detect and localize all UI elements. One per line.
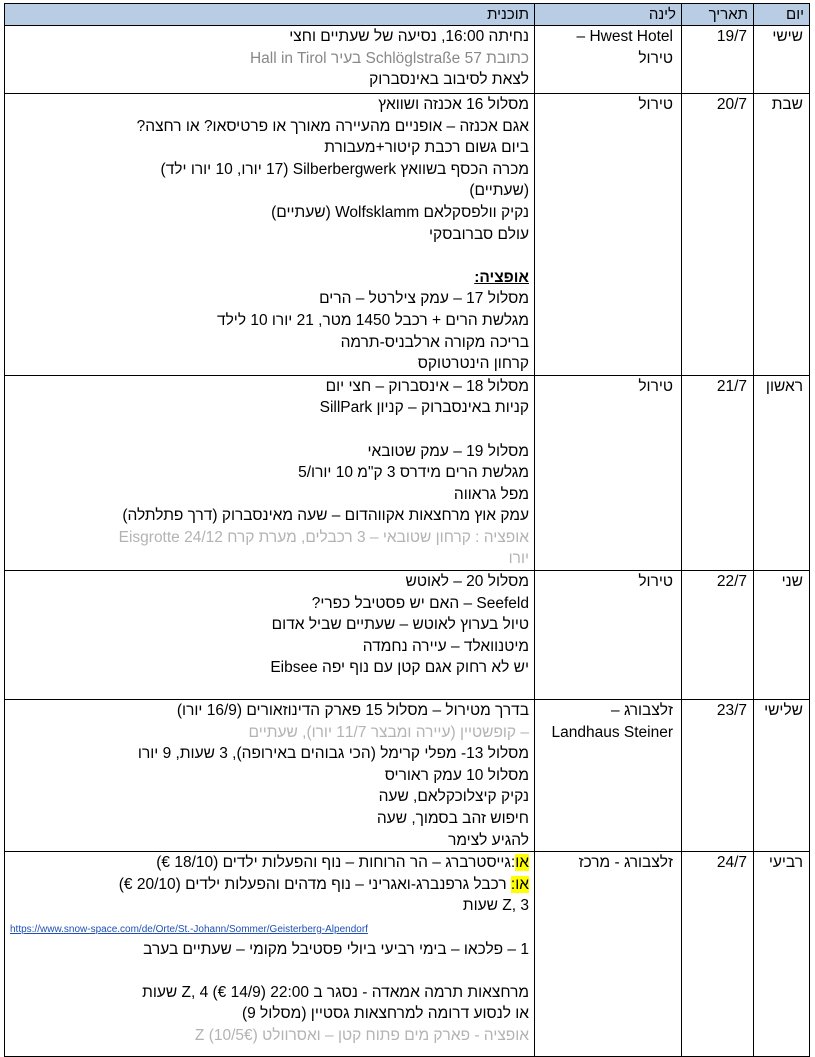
lodging-line: זלצבורג –: [611, 702, 673, 720]
plan-line: חיפוש זהב בסמוך, שעה: [376, 810, 529, 828]
blank-line: [10, 419, 529, 441]
plan-line: מסלול 13- מפלי קרימל (הכי גבוהים באירופה), 3 שעות, 9 יורו: [137, 745, 529, 763]
table-row: [5, 852, 810, 1057]
option-heading: אופציה:: [474, 268, 529, 286]
row-date: 23/7: [682, 700, 754, 852]
header-lodging: לינה: [535, 4, 682, 26]
plan-line: עמק אוץ מרחצאות אקווהדום – שעה מאינסברוק (דרך פתלתלה): [122, 507, 529, 525]
plan-line: 1 – פלכאו – בימי רביעי ביולי פסטיבל מקומי – שעתיים בערב: [143, 940, 529, 958]
blank-line: [10, 245, 529, 267]
row-day: ראשון: [754, 375, 810, 570]
plan-line: :גייסטרברג – הר הרוחות – נוף והפעלות ילדים (18/10 €): [156, 854, 516, 872]
plan-line: ביום גשום רכבת קיטור+מעבורת: [324, 139, 529, 157]
plan-line: מרחצאות תרמה אמאדה - נסגר ב 22:00 (14/9 €) Z, 4 שעות: [142, 983, 529, 1001]
plan-line: מגלשת הרים + רכבל 1450 מטר, 21 יורו 10 לילד: [216, 311, 529, 329]
row-plan: [5, 852, 535, 1057]
row-day: שני: [754, 571, 810, 700]
plan-line: Z, 3 שעות: [462, 897, 529, 915]
row-plan: [5, 94, 535, 376]
plan-line: מסלול 20 – לאוטש: [405, 573, 529, 591]
header-date: תאריך: [682, 4, 754, 26]
row-lodging: טירול: [535, 375, 682, 570]
plan-line: קניות באינסברוק – קניון SillPark: [319, 399, 529, 417]
plan-line: יורו: [508, 550, 529, 568]
header-row: [5, 4, 810, 26]
plan-line: כתובת Schlöglstraße 57 בעיר Hall in Tirol: [249, 49, 529, 67]
row-lodging: זלצבורג - מרכז: [535, 852, 682, 1057]
plan-line: רכבל גרפנברג-ואגריני – נוף מדהים והפעלות ילדים (20/10 €): [118, 875, 511, 893]
row-day: שישי: [754, 26, 810, 94]
plan-line: (שעתיים): [469, 182, 529, 200]
row-lodging: [535, 700, 682, 852]
lodging-line: Landhaus Steiner: [551, 723, 673, 741]
plan-line: בדרך מטירול – מסלול 15 פארק הדינוזאורים (16/9 יורו): [176, 702, 529, 720]
row-plan: [5, 571, 535, 700]
plan-line: או לנסוע דרומה למרחצאות גסטיין (מסלול 9): [241, 1005, 529, 1023]
table-row: [5, 700, 810, 852]
row-plan: [5, 26, 535, 94]
plan-line: – קופשטיין (עיירה ומבצר 11/7 יורו), שעתיים: [248, 723, 529, 741]
row-date: 22/7: [682, 571, 754, 700]
plan-line: לצאת לסיבוב באינסברוק: [369, 71, 529, 89]
plan-line: Seefeld – האם יש פסטיבל כפרי?: [311, 594, 529, 612]
highlight-or: או: [515, 854, 529, 872]
plan-line: מסלול 17 – עמק צילרטל – הרים: [319, 290, 529, 308]
row-date: 19/7: [682, 26, 754, 94]
row-day: שבת: [754, 94, 810, 376]
row-lodging: Hwest Hotel – טירול: [535, 26, 682, 94]
row-plan: [5, 700, 535, 852]
plan-line: מסלול 16 אכנזה ושוואץ: [378, 96, 529, 113]
itinerary-table: [4, 3, 810, 1057]
row-lodging: טירול: [535, 94, 682, 376]
table-row: [5, 375, 810, 570]
plan-line: מיטנוואלד – עיירה נחמדה: [362, 637, 529, 655]
plan-line: נקיק וולפסקלאם Wolfsklamm (שעתיים): [271, 203, 529, 221]
table-row: [5, 571, 810, 700]
plan-line: טיול בערוץ לאוטש – שעתיים שביל אדום: [271, 616, 529, 634]
plan-line: אגם אכנזה – אופניים מהעיירה מאורך או פרטיסאו? או רחצה?: [136, 117, 529, 135]
plan-line: מסלול 18 – אינסברוק – חצי יום: [325, 377, 529, 395]
plan-line: להגיע לצימר: [448, 831, 529, 849]
plan-line: מסלול 19 – עמק שטובאי: [367, 442, 529, 460]
header-day: יום: [754, 4, 810, 26]
table-row: [5, 94, 810, 376]
row-date: 21/7: [682, 375, 754, 570]
highlight-or: או:: [510, 875, 529, 893]
plan-line: נחיתה 16:00, נסיעה של שעתיים וחצי: [289, 28, 529, 45]
plan-line: בריכה מקורה ארלבניס-תרמה: [340, 333, 529, 351]
plan-line: אופציה : קרחון שטובאי – 3 רכבלים, מערת קרח Eisgrotte 24/12: [118, 528, 529, 546]
geisterberg-link[interactable]: https://www.snow-space.com/de/Orte/St.-Johann/Sommer/Geisterberg-Alpendorf: [10, 924, 368, 935]
row-day: רביעי: [754, 852, 810, 1057]
plan-line: מגלשת הרים מידרס 3 ק"מ 10 יורו/5: [298, 464, 529, 482]
plan-line: מפל גראווה: [453, 485, 529, 503]
row-lodging: טירול: [535, 571, 682, 700]
row-plan: [5, 375, 535, 570]
plan-line: קרחון הינטרטוקס: [417, 355, 529, 373]
plan-line: נקיק קיצלוכקלאם, שעה: [378, 788, 529, 806]
header-plan: תוכנית: [5, 4, 535, 26]
row-day: שלישי: [754, 700, 810, 852]
plan-line: מסלול 10 עמק ראוריס: [384, 766, 529, 784]
blank-line: [10, 960, 529, 982]
plan-line: יש לא רחוק אגם קטן עם נוף יפה Eibsee: [270, 659, 529, 677]
plan-line: מכרה הכסף בשוואץ Silberbergwerk (17 יורו, 10 יורו ילד): [160, 160, 529, 178]
plan-line: אופציה - פארק מים פתוח קטן – ואסרוולט (10/5€) Z: [194, 1026, 529, 1044]
plan-line: עולם סברובסקי: [429, 225, 529, 243]
table-row: [5, 26, 810, 94]
row-date: 20/7: [682, 94, 754, 376]
row-date: 24/7: [682, 852, 754, 1057]
